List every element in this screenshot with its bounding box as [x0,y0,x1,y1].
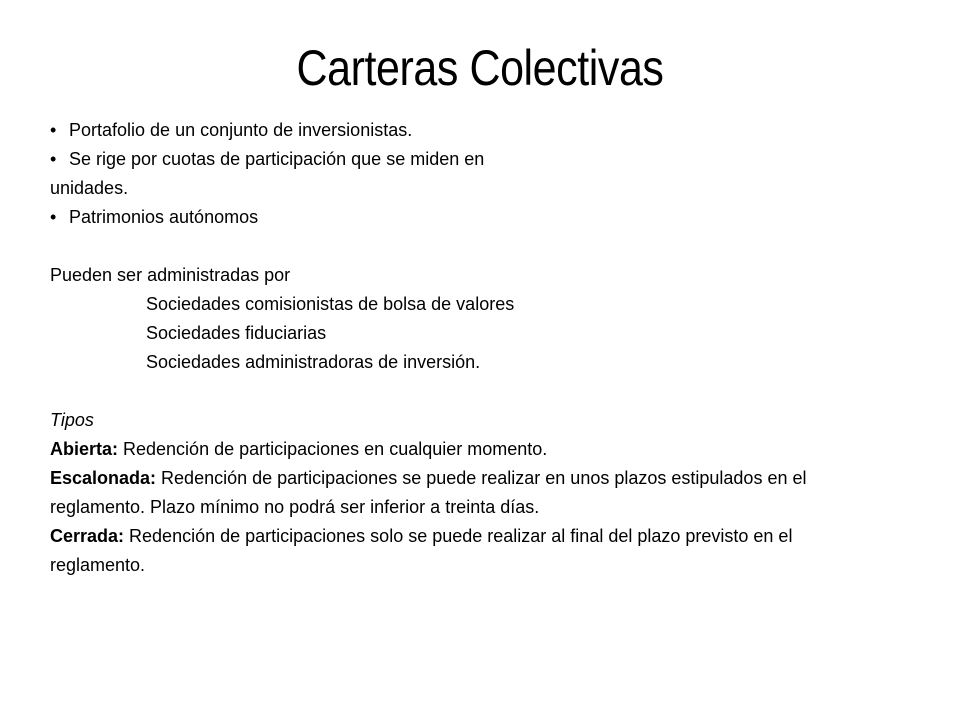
administration-item: Sociedades comisionistas de bolsa de valores [146,294,515,314]
slide-title: Carteras Colectivas [296,40,664,96]
type-cerrada [50,522,930,551]
type-escalonada [50,464,930,493]
bullet-item [50,203,930,232]
type-description: Redención de participaciones en cualquier momento. [118,439,548,459]
type-abierta [50,435,930,464]
type-label: Escalonada: [50,468,157,488]
bullet-text: Patrimonios autónomos [69,207,259,227]
administration-item: Sociedades administradoras de inversión. [146,352,481,372]
bullet-dot-icon: • [50,207,57,227]
bullet-item [50,116,930,145]
types-heading: Tipos [50,410,94,430]
bullet-dot-icon: • [50,120,57,140]
slide-body [50,116,930,580]
type-description: Redención de participaciones solo se puede realizar al final del plazo previsto en el [124,526,793,546]
bullet-dot-icon: • [50,149,57,169]
type-escalonada-continuation: reglamento. Plazo mínimo no podrá ser inferior a treinta días. [50,497,540,517]
administration-heading: Pueden ser administradas por [50,265,291,285]
spacer [50,377,930,406]
type-description: Redención de participaciones se puede realizar en unos plazos estipulados en el [156,468,807,488]
bullet-text: Portafolio de un conjunto de inversionistas. [69,120,413,140]
type-label: Cerrada: [50,526,125,546]
administration-item: Sociedades fiduciarias [146,323,327,343]
bullet-text: Se rige por cuotas de participación que se miden en [69,149,485,169]
bullet-continuation: unidades. [50,178,129,198]
bullet-item [50,145,930,174]
type-cerrada-continuation: reglamento. [50,555,146,575]
spacer [50,232,930,261]
type-label: Abierta: [50,439,119,459]
